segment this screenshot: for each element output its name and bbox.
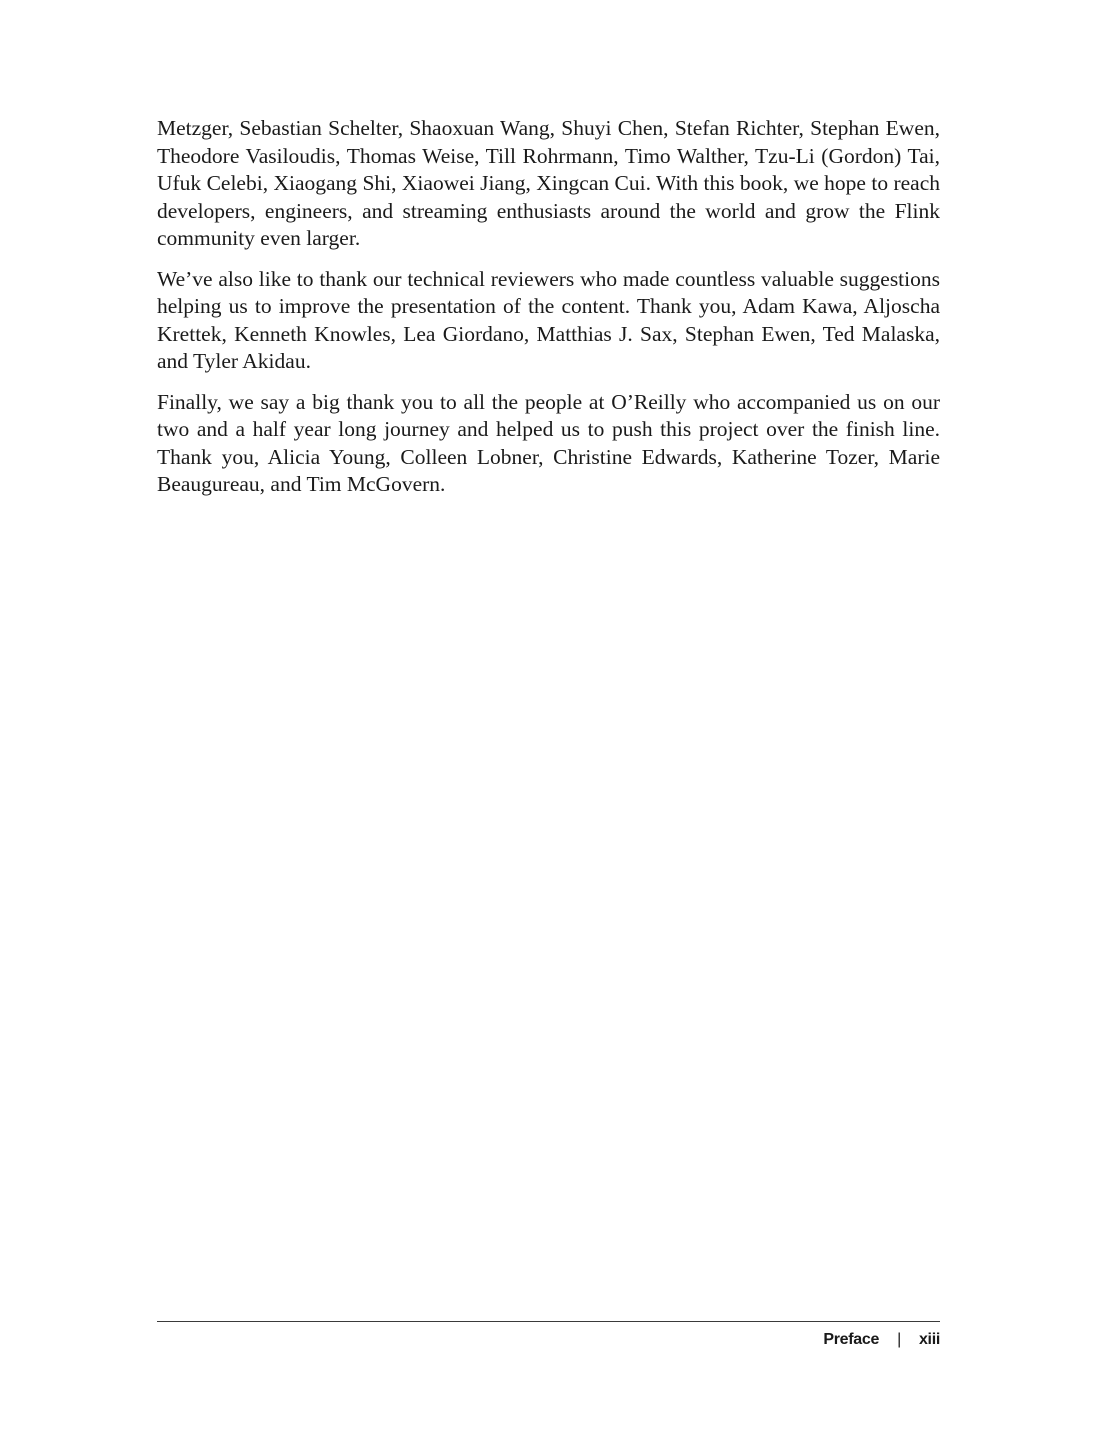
paragraph-acknowledgments-oreilly: Finally, we say a big thank you to all the people at O’Reilly who accompanied us on our two and a half year long journey and helped us to push this project over the finish line. Thank you, Alicia Young, Colleen Lobner, Christine Edwards, Katherine Tozer, Marie Beaugureau, and Tim McGovern. — [157, 389, 940, 496]
footer-rule — [157, 1321, 940, 1322]
body-text — [157, 115, 940, 512]
paragraph-acknowledgments-contributors: Metzger, Sebastian Schelter, Shaoxuan Wang, Shuyi Chen, Stefan Richter, Stephan Ewen, Theodore Vasiloudis, Thomas Weise, Till Rohrmann, Timo Walther, Tzu-Li (Gordon) Tai, Ufuk Celebi, Xiaogang Shi, Xiaowei Jiang, Xingcan Cui. With this book, we hope to reach developers, engineers, and streaming enthusiasts around the world and grow the Flink community even larger. — [157, 116, 940, 250]
paragraph-acknowledgments-reviewers: We’ve also like to thank our technical reviewers who made countless valuable suggestions helping us to improve the presentation of the content. Thank you, Adam Kawa, Aljoscha Krettek, Kenneth Knowles, Lea Giordano, Matthias J. Sax, Stephan Ewen, Ted Malaska, and Tyler Akidau. — [157, 266, 940, 373]
footer-section-title: Preface — [823, 1331, 880, 1348]
page-footer — [157, 1327, 940, 1353]
footer-separator: | — [897, 1331, 901, 1348]
page-number: xiii — [918, 1331, 940, 1348]
